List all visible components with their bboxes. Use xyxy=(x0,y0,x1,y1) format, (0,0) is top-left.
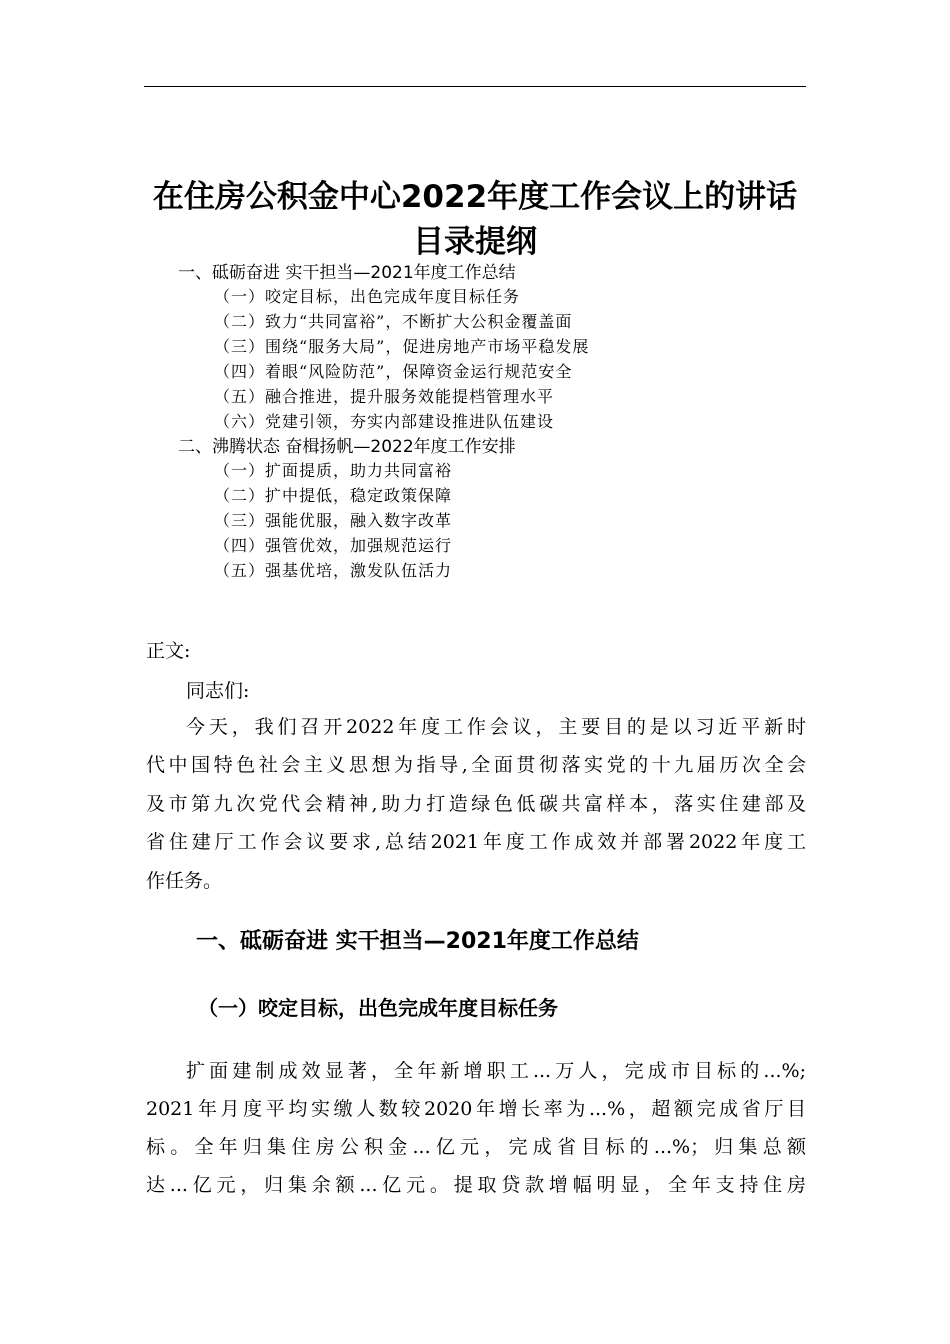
toc-item: （三）围绕“服务大局”，促进房地产市场平稳发展 xyxy=(214,337,590,356)
toc-item: （一）咬定目标，出色完成年度目标任务 xyxy=(214,287,521,306)
toc-item: （二）致力“共同富裕”，不断扩大公积金覆盖面 xyxy=(214,312,573,331)
document-subtitle: 目录提纲 xyxy=(413,224,537,260)
toc-item: （四）着眼“风险防范”，保障资金运行规范安全 xyxy=(214,362,573,381)
paragraph-line: 标。全年归集住房公积金...亿元，完成省目标的...%；归集总额 xyxy=(146,1136,806,1158)
paragraph-line: 2021年月度平均实缴人数较2020年增长率为...%，超额完成省厅目 xyxy=(146,1098,806,1120)
intro-line: 省住建厅工作会议要求,总结2021年度工作成效并部署2022年度工 xyxy=(146,831,806,853)
intro-line: 作任务。 xyxy=(146,870,223,892)
salutation: 同志们: xyxy=(186,680,250,702)
toc-item: （四）强管优效，加强规范运行 xyxy=(214,536,453,555)
body-label: 正文: xyxy=(146,640,191,662)
intro-line: 今天，我们召开2022年度工作会议，主要目的是以习近平新时 xyxy=(186,716,806,738)
toc-item: （一）扩面提质，助力共同富裕 xyxy=(214,461,453,480)
toc-item: （二）扩中提低，稳定政策保障 xyxy=(214,486,453,505)
intro-line: 代中国特色社会主义思想为指导,全面贯彻落实党的十九届历次全会 xyxy=(146,754,806,776)
paragraph-line: 扩面建制成效显著，全年新增职工...万人，完成市目标的...%; xyxy=(186,1060,806,1082)
intro-line: 及市第九次党代会精神,助力打造绿色低碳共富样本，落实住建部及 xyxy=(146,793,806,815)
toc-item: （三）强能优服，融入数字改革 xyxy=(214,511,453,530)
subsection-heading: （一）咬定目标，出色完成年度目标任务 xyxy=(198,996,558,1020)
toc-item: （五）强基优培，激发队伍活力 xyxy=(214,561,453,580)
header-rule xyxy=(144,86,806,87)
paragraph-line: 达...亿元，归集余额...亿元。提取贷款增幅明显，全年支持住房 xyxy=(146,1174,806,1196)
toc-item: （六）党建引领，夯实内部建设推进队伍建设 xyxy=(214,412,555,431)
document-title: 在住房公积金中心2022年度工作会议上的讲话 xyxy=(152,179,798,215)
toc-section-1: 一、砥砺奋进 实干担当—2021年度工作总结 xyxy=(178,263,516,283)
section-heading: 一、砥砺奋进 实干担当—2021年度工作总结 xyxy=(196,929,639,954)
toc-section-2: 二、沸腾状态 奋楫扬帆—2022年度工作安排 xyxy=(178,437,516,457)
toc-item: （五）融合推进，提升服务效能提档管理水平 xyxy=(214,387,555,406)
